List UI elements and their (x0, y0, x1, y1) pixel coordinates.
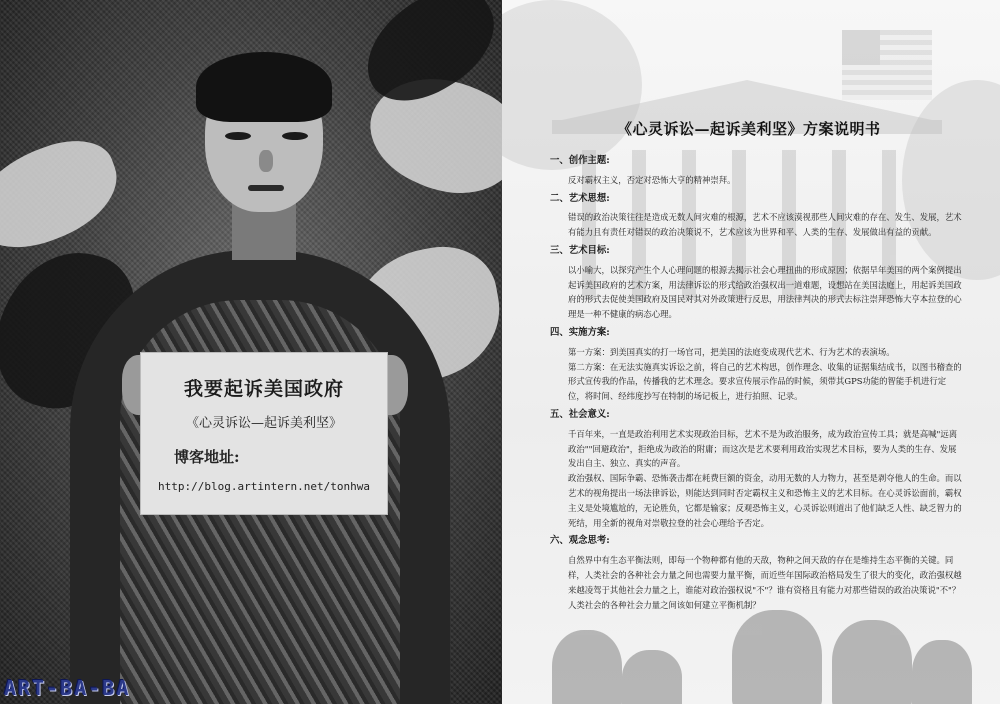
section-heading: 一、创作主题: (550, 155, 610, 166)
document-body (550, 154, 962, 616)
background-flag (842, 30, 932, 100)
section-concept (550, 534, 962, 612)
document-title: 《心灵诉讼—起诉美利坚》方案说明书 (617, 120, 881, 138)
section-art-thought (550, 192, 962, 240)
section-paragraph: 第二方案：在无法实施真实诉讼之前，将自己的艺术构思，创作理念、收集的证据集结成书，以图书稽查的形式宣传我的作品，传播我的艺术理念。要求宣传展示作品的时候，须带其GPS功能的智能手机进行定位，将时间、经纬度抄写在特制的场记板上，进行拍照、记录。 (568, 361, 962, 402)
section-heading: 二、艺术思想: (550, 192, 610, 204)
section-paragraph: 以小喻大，以探究产生个人心理问题的根源去揭示社会心理扭曲的形成原因；依据早年美国的两个案例提出起诉美国政府的艺术方案，用法律诉讼的形式给政治强权出一道难题，设想站在美国法庭上，用起诉美国政府的形式去促使美国政府及国民对其对外政策进行反思，用法律判决的形式去标注崇拜恐怖大亨本拉登的心理是一种不健康的病态心理。 (568, 264, 962, 320)
right-page-document (502, 0, 1000, 704)
figure-mouth (248, 185, 284, 191)
section-paragraph: 第一方案：到美国真实的打一场官司，把美国的法庭变成现代艺术、行为艺术的表演场。 (568, 346, 895, 357)
sign-title: 我要起诉美国政府 (183, 378, 344, 400)
section-paragraph: 反对霸权主义，否定对恐怖大亨的精神崇拜。 (568, 174, 736, 185)
art-ba-ba-logo: ART-BA-BA (4, 676, 131, 700)
sign-subtitle: 《心灵诉讼—起诉美利坚》 (185, 416, 342, 431)
section-implementation (550, 326, 962, 404)
section-heading: 五、社会意义: (550, 408, 610, 420)
sign-url: http://blog.artintern.net/tonhwa (158, 480, 370, 493)
section-paragraph: 政治强权、国际争霸、恐怖袭击都在耗费巨额的资金，动用无数的人力物力，甚至是剥夺他人的生命。而以艺术的视角提出一场法律诉讼，则能达到同时否定霸权主义和恐怖主义的艺术目标。在心灵诉讼面前，霸权主义是处境尴尬的，无论胜负，它都是输家；反观恐怖主义，心灵诉讼则道出了他们缺乏人性、缺乏智力的死结，用全新的视角对崇敬拉登的社会心理给予否定。 (568, 473, 962, 528)
figure-eye (282, 132, 308, 140)
figure-eye (225, 132, 251, 140)
background-leaf (0, 127, 131, 263)
section-heading: 三、艺术目标: (550, 244, 610, 256)
figure-nose (259, 150, 273, 172)
section-social-meaning (550, 408, 962, 530)
protest-sign (140, 352, 388, 515)
section-heading: 四、实施方案: (550, 326, 610, 338)
section-paragraph: 千百年来，一直是政治利用艺术实现政治目标，艺术不是为政治服务，成为政治宣传工具；就是高喊"远离政治""回避政治"，拒绝成为政治的附庸；而这次是艺术要利用政治实现艺术目标，要为人类的生存、发展发出自主、独立、真实的声音。 (568, 428, 958, 469)
section-theme (550, 154, 962, 188)
section-art-goal (550, 244, 962, 322)
section-heading: 六、观念思考: (550, 535, 610, 547)
sign-blog-label: 博客地址: (174, 448, 240, 466)
figure-hair (196, 52, 332, 122)
section-paragraph: 自然界中有生态平衡法则，即每一个物种都有他的天敌，物种之间天敌的存在是维持生态平衡的关键。同样，人类社会的各种社会力量之间也需要力量平衡，而近些年国际政治格局发生了很大的变化，政治强权越来越凌驾于其他社会力量之上，谁能对政治强权说"不"？谁有资格且有能力对那些错误的政治决策说"不"？人类社会的各种社会力量之间该如何建立平衡机制？ (568, 555, 962, 610)
section-paragraph: 错误的政治决策往往是造成无数人间灾难的根源，艺术不应该漠视那些人间灾难的存在、发生、发展，艺术有能力且有责任对错误的政治决策说不，艺术应该为世界和平、人类的生存、发展做出有益的贡献。 (568, 212, 962, 238)
